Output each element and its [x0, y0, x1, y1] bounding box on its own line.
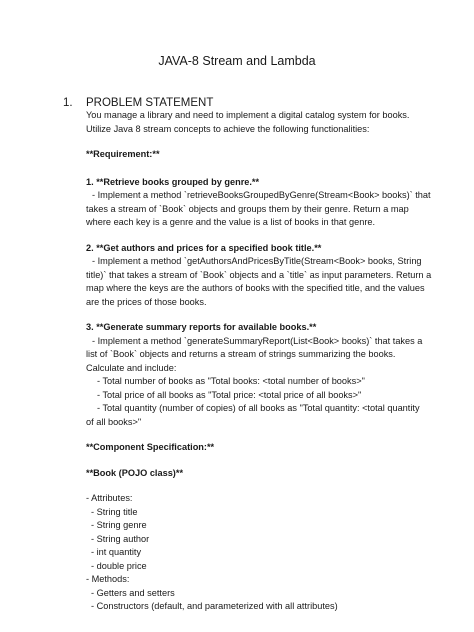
requirement-3-line: Calculate and include:: [86, 362, 177, 373]
attributes-label: - Attributes:: [86, 493, 133, 503]
document-title: JAVA-8 Stream and Lambda: [158, 54, 316, 68]
attribute-item: - int quantity: [91, 547, 142, 557]
book-class-heading: **Book (POJO class)**: [86, 467, 184, 478]
attribute-item: - String author: [91, 533, 150, 544]
requirement-1-line: - Implement a method `retrieveBooksGroupedByGenre(Stream<Book> books)` that: [92, 190, 431, 200]
method-item: - Getters and setters: [91, 587, 175, 598]
requirement-heading: **Requirement:**: [86, 149, 160, 159]
section-number: 1.: [63, 97, 73, 109]
requirement-3-line: - Implement a method `generateSummaryReport(List<Book> books)` that takes a: [92, 335, 423, 346]
requirement-3-subitem: of all books>": [86, 416, 142, 427]
requirement-1-line: where each key is a genre and the value is a list of books in that genre.: [86, 217, 376, 227]
requirement-3-subitem: - Total quantity (number of copies) of all books as "Total quantity: <total quantity: [97, 403, 420, 413]
intro-line: You manage a library and need to implement a digital catalog system for books.: [86, 110, 410, 120]
section-body: [86, 109, 431, 614]
component-spec-heading: **Component Specification:**: [86, 442, 215, 452]
attribute-item: - String genre: [91, 520, 147, 530]
methods-label: - Methods:: [86, 574, 130, 584]
requirement-1-heading: 1. **Retrieve books grouped by genre.**: [86, 176, 260, 187]
requirement-2-heading: 2. **Get authors and prices for a specified book title.**: [86, 242, 322, 253]
requirement-2-line: are the prices of those books.: [86, 296, 207, 307]
requirement-2-line: - Implement a method `getAuthorsAndPricesByTitle(Stream<Book> books, String: [92, 256, 422, 266]
requirement-3-line: list of `Book` objects and returns a stream of strings summarizing the books.: [86, 349, 396, 359]
attribute-item: - double price: [91, 560, 147, 571]
requirement-3-heading: 3. **Generate summary reports for available books.**: [86, 322, 317, 332]
attribute-item: - String title: [91, 506, 138, 517]
requirement-3-subitem: - Total price of all books as "Total price: <total price of all books>": [97, 389, 362, 400]
requirement-1-line: takes a stream of `Book` objects and groups them by their genre. Return a map: [86, 203, 409, 214]
intro-line: Utilize Java 8 stream concepts to achieve the following functionalities:: [86, 123, 370, 134]
requirement-2-line: title)` that takes a stream of `Book` objects and a `title` as input parameters. Return a: [86, 269, 432, 280]
method-item: - Constructors (default, and parameterized with all attributes): [91, 601, 338, 611]
section-title: PROBLEM STATEMENT: [86, 97, 214, 109]
requirement-3-subitem: - Total number of books as "Total books: <total number of books>": [97, 376, 365, 386]
requirement-2-line: map where the keys are the authors of books with the specified title, and the values: [86, 283, 425, 293]
